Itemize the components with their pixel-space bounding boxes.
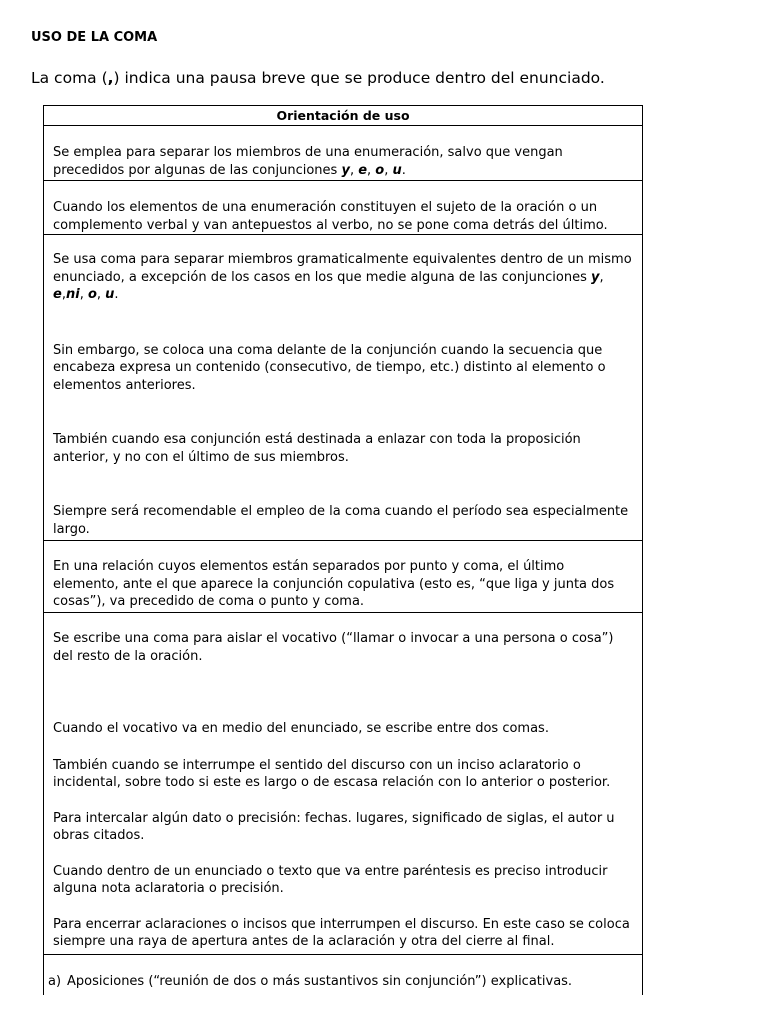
separator: , (384, 162, 393, 178)
separator: . (401, 162, 406, 178)
list-item (48, 973, 633, 991)
table-row-enumeracion (44, 126, 642, 181)
row-paragraph: Cuando el vocativo va en medio del enunciado, se escribe entre dos comas. (53, 721, 549, 736)
usage-table (43, 105, 643, 995)
separator: . (114, 287, 119, 302)
list-item-text: Aposiciones (“reunión de dos o más sustantivos sin conjunción”) explicativas. (67, 974, 573, 989)
conjunction: e (53, 287, 62, 302)
page-title: USO DE LA COMA (31, 30, 158, 45)
separator: , (599, 269, 604, 285)
row-paragraph: También cuando esa conjunción está destinada a enlazar con toda la proposición anterior, y no con el último de sus miembros. (53, 432, 581, 465)
intro-paragraph (31, 69, 605, 87)
conjunction: y (591, 269, 600, 285)
row-paragraph: Se escribe una coma para aislar el vocativo (“llamar o invocar a una persona o cosa”) del resto de la oración. (53, 631, 614, 664)
row-text-body: Se emplea para separar los miembros de una enumeración, salvo que vengan precedidos por algunas de las conjunciones (53, 145, 563, 178)
conjunction: ni (65, 287, 80, 302)
conjunction: o (375, 162, 385, 178)
row-text-body: Se usa coma para separar miembros gramaticalmente equivalentes dentro de un mismo enunciado, a excepción de los casos en los que medie alguna de las conjunciones (53, 252, 632, 285)
separator: , (349, 162, 359, 178)
list-marker: a) (48, 974, 62, 989)
row-paragraph: Siempre será recomendable el empleo de la coma cuando el período sea especialmente largo. (53, 504, 629, 537)
table-row-punto-y-coma (44, 541, 642, 613)
table-row-aposiciones (44, 955, 642, 991)
row-paragraph: Cuando dentro de un enunciado o texto que va entre paréntesis es preciso introducir alguna nota aclaratoria o precisión. (53, 863, 608, 896)
table-row-sujeto (44, 181, 642, 235)
separator: , (79, 287, 88, 302)
table-header: Orientación de uso (44, 106, 642, 126)
conjunction: u (392, 162, 402, 178)
conjunction: y (341, 162, 350, 178)
table-row-vocativo (44, 613, 642, 955)
row-text: En una relación cuyos elementos están separados por punto y coma, el último elemento, ante el que aparece la conjunción copulativa (esto es, “que liga y junta dos cosas”), va precedido de coma o punto y coma. (53, 559, 615, 609)
separator: , (96, 287, 106, 302)
row-text: Cuando los elementos de una enumeración constituyen el sujeto de la oración o un complemento verbal y van antepuestos al verbo, no se pone coma detrás del último. (53, 200, 608, 233)
row-paragraph: También cuando se interrumpe el sentido del discurso con un inciso aclaratorio o incidental, sobre todo si este es largo o de escasa relación con lo anterior o posterior. (53, 757, 611, 790)
row-paragraph (53, 251, 633, 304)
separator: , (61, 287, 66, 302)
row-paragraph: Sin embargo, se coloca una coma delante de la conjunción cuando la secuencia que encabeza expresa un contenido (consecutivo, de tiempo, etc.) distinto al elemento o elementos anteriores. (53, 342, 606, 393)
intro-after: ) indica una pausa breve que se produce dentro del enunciado. (113, 69, 605, 87)
comma-symbol: , (107, 69, 114, 87)
intro-before: La coma ( (31, 69, 108, 87)
row-paragraph: Para encerrar aclaraciones o incisos que interrumpen el discurso. En este caso se coloca siempre una raya de apertura antes de la aclaración y otra del cierre al final. (53, 916, 630, 949)
conjunction: u (105, 287, 115, 302)
row-text (53, 144, 633, 179)
conjunction: e (358, 162, 368, 178)
row-paragraph: Para intercalar algún dato o precisión: fechas. lugares, significado de siglas, el autor u obras citados. (53, 810, 615, 843)
table-row-equivalentes (44, 235, 642, 541)
separator: , (367, 162, 376, 178)
conjunction: o (87, 287, 97, 302)
